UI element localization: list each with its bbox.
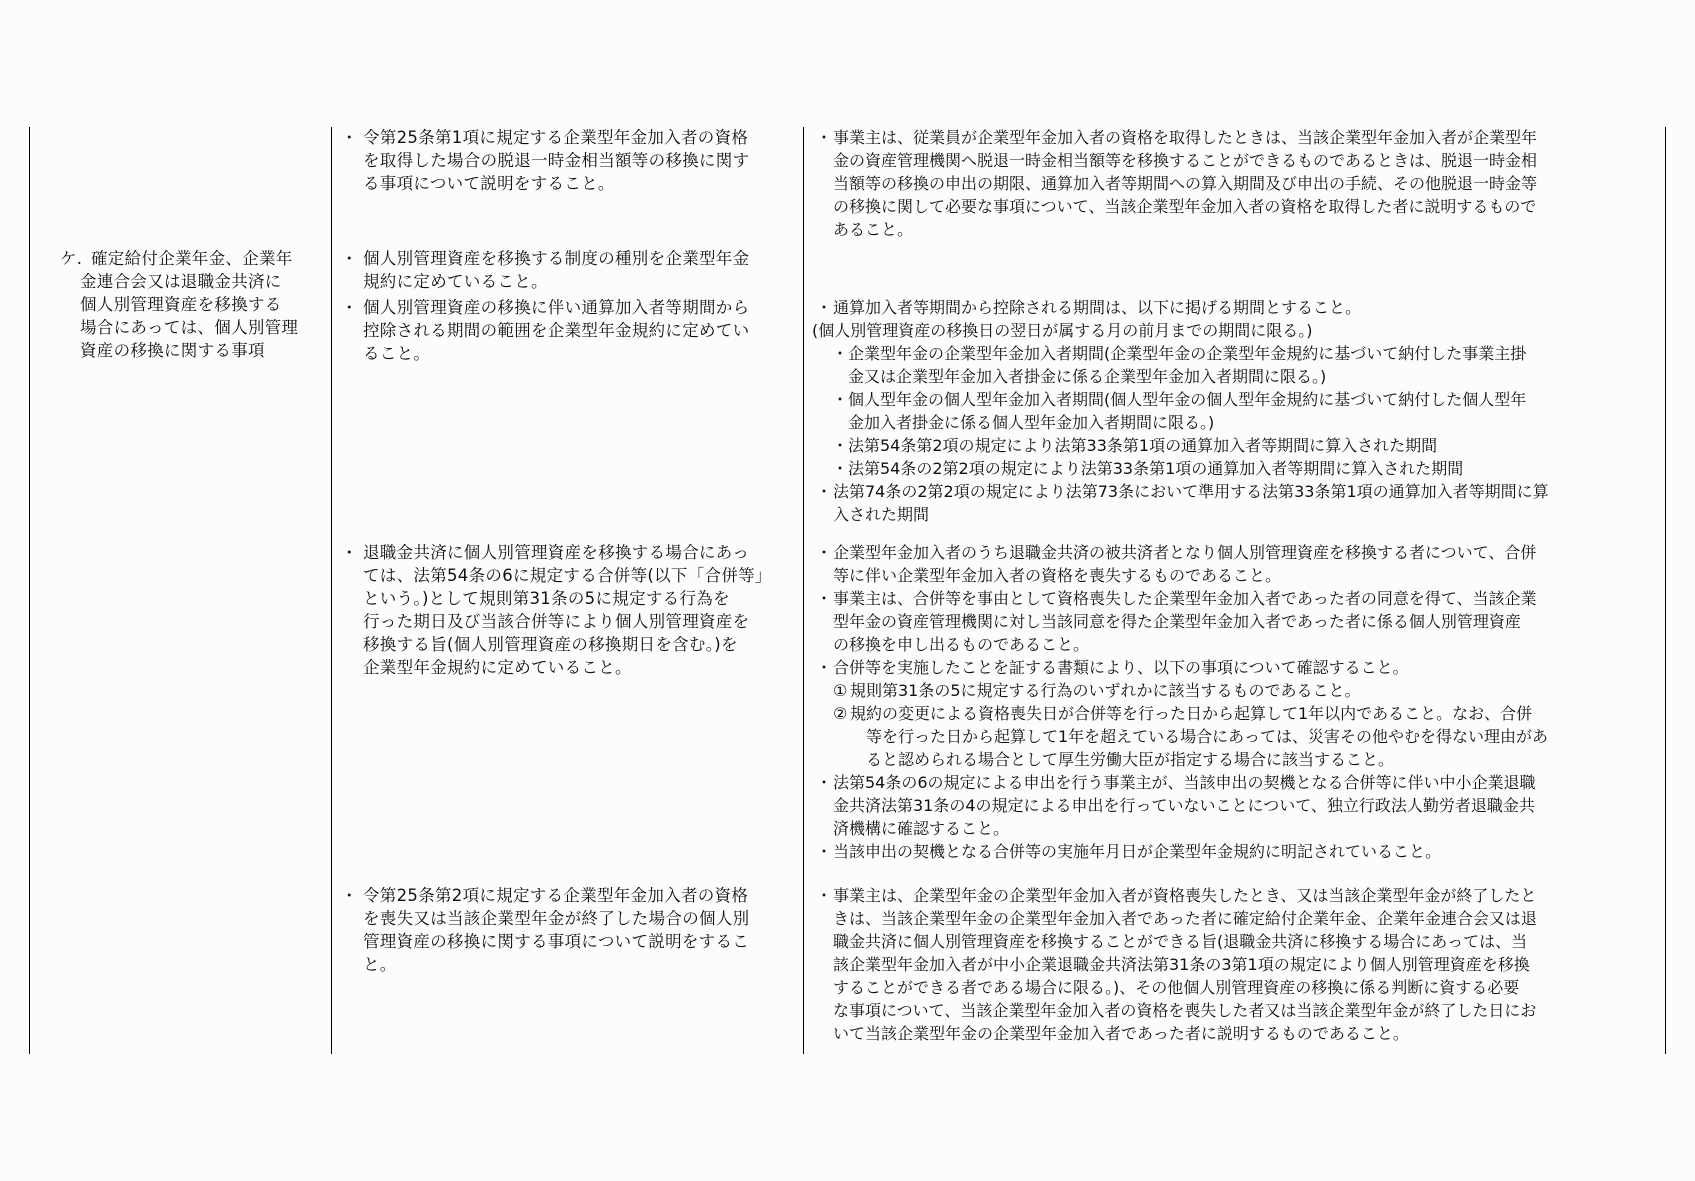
bullet-icon: ・ <box>341 128 358 147</box>
middle-text-line: 企業型年金規約に定めていること。 <box>363 658 632 677</box>
right-sub-text-line: 金加入者掛金に係る個人型年金加入者期間に限る。) <box>848 413 1215 432</box>
left-text-line: 金連合会又は退職金共済に <box>80 272 282 291</box>
right-text-line: 型年金の資産管理機関に対し当該同意を得た企業型年金加入者であった者に係る個人別管理資産 <box>833 612 1521 631</box>
right-text-line: 入された期間 <box>833 505 930 524</box>
table-border-col2 <box>803 127 804 1054</box>
bullet-icon: ・ <box>341 543 358 562</box>
bullet-icon: ・ <box>816 886 833 905</box>
sub-bullet-icon: ・ <box>832 436 849 455</box>
middle-item-3 <box>341 296 750 365</box>
middle-text-line: る事項について説明をすること。 <box>363 174 615 193</box>
right-sub-text-line: 法第54条第2項の規定により法第33条第1項の通算加入者等期間に算入された期間 <box>848 436 1438 455</box>
middle-text-line: を喪失又は当該企業型年金が終了した場合の個人別 <box>363 909 750 928</box>
middle-text-line: 令第25条第2項に規定する企業型年金加入者の資格 <box>363 886 749 905</box>
middle-text-line: と。 <box>363 955 397 974</box>
right-text-line: 法第74条の2第2項の規定により法第73条において準用する法第33条第1項の通算加入者等期間に算 <box>833 482 1549 501</box>
middle-text-line: 令第25条第1項に規定する企業型年金加入者の資格 <box>363 128 749 147</box>
middle-text-line: 管理資産の移換に関する事項について説明をするこ <box>363 932 750 951</box>
bullet-icon: ・ <box>816 482 833 501</box>
right-numbered-text-line: ると認められる場合として厚生労働大臣が指定する場合に該当すること。 <box>866 750 1395 769</box>
left-text-line: 資産の移換に関する事項 <box>80 341 265 360</box>
right-text-line: 該企業型年金加入者が中小企業退職金共済法第31条の3第1項の規定により個人別管理資産を移換 <box>833 955 1530 974</box>
middle-item-1 <box>341 126 750 195</box>
right-text-line: 金共済法第31条の4の規定による申出を行っていないことについて、独立行政法人勤労者退職金共 <box>833 796 1535 815</box>
middle-text-line: 行った期日及び当該合併等により個人別管理資産を <box>363 612 750 631</box>
bullet-icon: ・ <box>341 249 358 268</box>
middle-text-line: 個人別管理資産の移換に伴い通算加入者等期間から <box>363 298 750 317</box>
middle-item-4 <box>341 541 772 679</box>
right-text-line: の移換に関して必要な事項について、当該企業型年金加入者の資格を取得した者に説明するもので <box>833 197 1537 216</box>
left-text-line: 確定給付企業年金、企業年 <box>91 249 293 268</box>
middle-text-line: という。)として規則第31条の5に規定する行為を <box>363 589 730 608</box>
right-text-line: 合併等を実施したことを証する書類により、以下の事項について確認すること。 <box>833 658 1409 677</box>
middle-text-line: ること。 <box>363 344 431 363</box>
right-numbered-text-line: 規則第31条の5に規定する行為のいずれかに該当するものであること。 <box>850 681 1361 700</box>
sub-bullet-icon: ・ <box>832 390 849 409</box>
right-text-line: 等に伴い企業型年金加入者の資格を喪失するものであること。 <box>833 566 1282 585</box>
right-text-line: 金の資産管理機関へ脱退一時金相当額等を移換することができるものであるときは、脱退一時金相 <box>833 151 1538 170</box>
circled-number-1: ① <box>833 681 848 700</box>
right-note-text: (個人別管理資産の移換日の翌日が属する月の前月までの期間に限る。) <box>812 321 1313 340</box>
middle-text-line: 個人別管理資産を移換する制度の種別を企業型年金 <box>363 249 750 268</box>
right-numbered-text-line: 規約の変更による資格喪失日が合併等を行った日から起算して1年以内であること。なお、合併 <box>850 704 1533 723</box>
right-text-line: 職金共済に個人別管理資産を移換することができる旨(退職金共済に移換する場合にあっては、当 <box>833 932 1528 951</box>
bullet-icon: ・ <box>816 298 833 317</box>
right-item-4 <box>818 884 1537 1045</box>
bullet-icon: ・ <box>816 128 833 147</box>
sub-bullet-icon: ・ <box>832 344 849 363</box>
middle-text-line: 退職金共済に個人別管理資産を移換する場合にあっ <box>363 543 750 562</box>
middle-text-line: 移換する旨(個人別管理資産の移換期日を含む。)を <box>363 635 738 654</box>
sub-bullet-icon: ・ <box>832 459 849 478</box>
middle-text-line: 控除される期間の範囲を企業型年金規約に定めてい <box>363 321 750 340</box>
right-text-line: な事項について、当該企業型年金加入者の資格を喪失した者又は当該企業型年金が終了した日にお <box>833 1001 1537 1020</box>
right-item-3 <box>818 541 1548 863</box>
middle-item-5 <box>341 884 750 976</box>
right-item-1 <box>818 126 1537 241</box>
bullet-icon: ・ <box>816 842 833 861</box>
right-sub-text-line: 法第54条の2第2項の規定により法第33条第1項の通算加入者等期間に算入された期間 <box>848 459 1464 478</box>
right-text-line: 事業主は、企業型年金の企業型年金加入者が資格喪失したとき、又は当該企業型年金が終了したと <box>833 886 1537 905</box>
right-lead-text: 通算加入者等期間から控除される期間は、以下に掲げる期間とすること。 <box>833 298 1362 317</box>
right-numbered-text-line: 等を行った日から起算して1年を超えている場合にあっては、災害その他やむを得ない理由があ <box>866 727 1549 746</box>
item-label: ケ. <box>60 249 83 268</box>
table-border-left <box>29 127 30 1054</box>
left-text-line: 場合にあっては、個人別管理 <box>80 318 299 337</box>
right-text-line: 事業主は、従業員が企業型年金加入者の資格を取得したときは、当該企業型年金加入者が企業型年 <box>833 128 1538 147</box>
left-text-line: 個人別管理資産を移換する <box>80 295 282 314</box>
right-sub-text-line: 企業型年金の企業型年金加入者期間(企業型年金の企業型年金規約に基づいて納付した事業主掛 <box>848 344 1527 363</box>
right-text-line: 事業主は、合併等を事由として資格喪失した企業型年金加入者であった者の同意を得て、当該企業 <box>833 589 1537 608</box>
middle-text-line: 規約に定めていること。 <box>363 272 548 291</box>
bullet-icon: ・ <box>341 298 358 317</box>
left-column-item <box>60 247 298 362</box>
right-text-line: あること。 <box>833 220 914 239</box>
right-text-line: いて当該企業型年金の企業型年金加入者であった者に説明するものであること。 <box>833 1024 1409 1043</box>
circled-number-2: ② <box>833 704 848 723</box>
right-text-line: 当額等の移換の申出の期限、通算加入者等期間への算入期間及び申出の手続、その他脱退一時金等 <box>833 174 1538 193</box>
right-item-2 <box>812 296 1549 526</box>
right-text-line: 済機構に確認すること。 <box>833 819 1010 838</box>
middle-text-line: を取得した場合の脱退一時金相当額等の移換に関す <box>363 151 750 170</box>
right-text-line: 当該申出の契機となる合併等の実施年月日が企業型年金規約に明記されていること。 <box>833 842 1442 861</box>
bullet-icon: ・ <box>816 658 833 677</box>
bullet-icon: ・ <box>341 886 358 905</box>
bullet-icon: ・ <box>816 773 833 792</box>
table-border-col1 <box>331 127 332 1054</box>
bullet-icon: ・ <box>816 589 833 608</box>
middle-item-2 <box>341 247 750 293</box>
right-text-line: の移換を申し出るものであること。 <box>833 635 1090 654</box>
right-text-line: 法第54条の6の規定による申出を行う事業主が、当該申出の契機となる合併等に伴い中小企業退職 <box>833 773 1536 792</box>
right-text-line: 企業型年金加入者のうち退職金共済の被共済者となり個人別管理資産を移換する者について、合併 <box>833 543 1537 562</box>
right-sub-text-line: 個人型年金の個人型年金加入者期間(個人型年金の個人型年金規約に基づいて納付した個人型年 <box>848 390 1527 409</box>
right-sub-text-line: 金又は企業型年金加入者掛金に係る企業型年金加入者期間に限る。) <box>848 367 1327 386</box>
table-border-right <box>1665 127 1666 1054</box>
bullet-icon: ・ <box>816 543 833 562</box>
middle-text-line: ては、法第54条の6に規定する合併等(以下「合併等」 <box>363 566 772 585</box>
right-text-line: することができる者である場合に限る。)、その他個人別管理資産の移換に係る判断に資する必要 <box>833 978 1520 997</box>
right-text-line: きは、当該企業型年金の企業型年金加入者であった者に確定給付企業年金、企業年金連合会又は退 <box>833 909 1537 928</box>
